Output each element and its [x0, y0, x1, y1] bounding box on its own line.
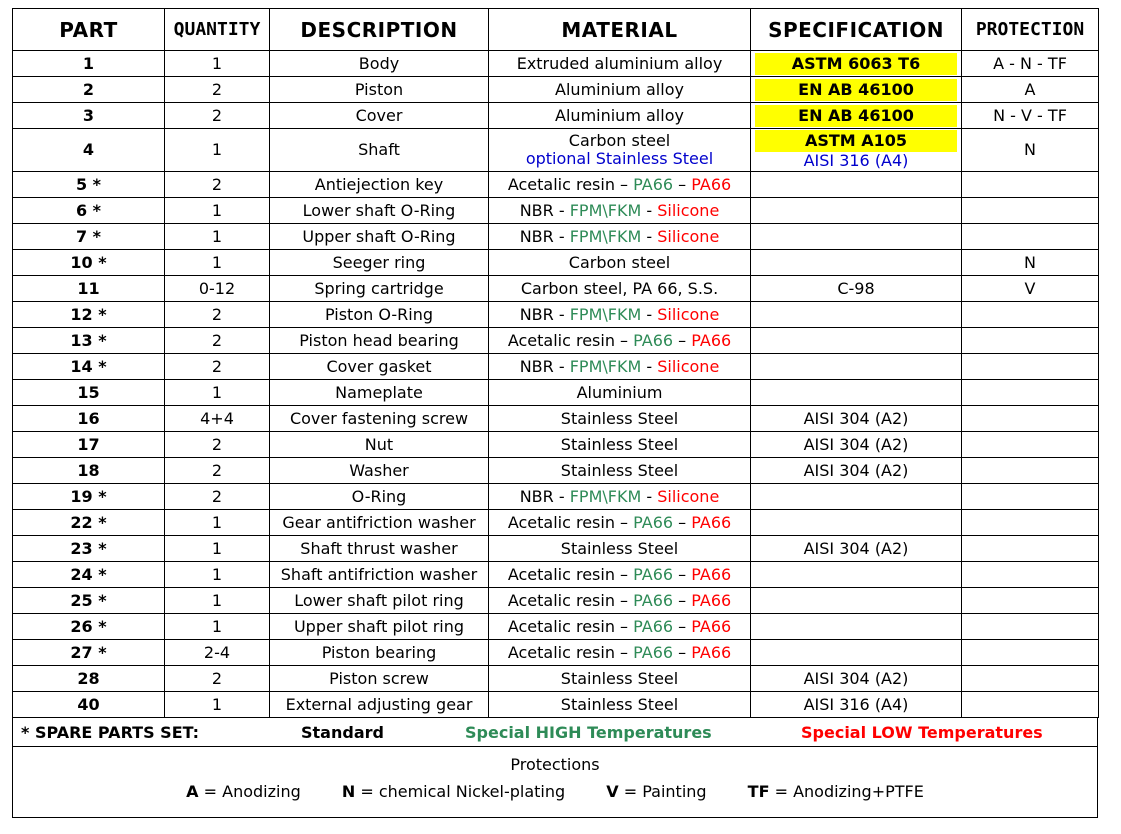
table-row — [13, 692, 1099, 718]
specification-cell — [751, 276, 962, 302]
material-segment: - — [641, 226, 658, 246]
material-cell — [489, 198, 751, 224]
description-cell: Piston bearing — [270, 640, 489, 666]
specification-cell — [751, 614, 962, 640]
protections-title: Protections — [510, 755, 600, 774]
description-cell: Cover — [270, 103, 489, 129]
material-segment: – — [673, 512, 692, 532]
material-segment: NBR - — [519, 226, 570, 246]
part-number: 7 * — [13, 224, 165, 250]
specification-cell — [751, 536, 962, 562]
specification-cell — [751, 692, 962, 718]
quantity-cell: 2 — [165, 172, 270, 198]
material-segment: – — [673, 616, 692, 636]
table-row — [13, 172, 1099, 198]
material-cell — [489, 250, 751, 276]
material-cell — [489, 666, 751, 692]
specification-cell — [751, 51, 962, 77]
specification-cell — [751, 458, 962, 484]
table-row — [13, 354, 1099, 380]
material-segment: Silicone — [657, 226, 720, 246]
material-segment: PA66 — [691, 642, 732, 662]
material-segment: Carbon steel — [568, 252, 671, 272]
table-row — [13, 536, 1099, 562]
quantity-cell: 1 — [165, 692, 270, 718]
material-segment: - — [641, 304, 658, 324]
material-segment: Acetalic resin – — [507, 174, 634, 194]
material-segment: NBR - — [519, 304, 570, 324]
specification-value: EN AB 46100 — [755, 105, 957, 127]
protection-cell — [962, 666, 1099, 692]
specification-cell — [751, 198, 962, 224]
table-row — [13, 614, 1099, 640]
specification-cell — [751, 510, 962, 536]
specification-cell — [751, 328, 962, 354]
specification-optional: AISI 316 (A4) — [803, 151, 909, 170]
material-segment: PA66 — [691, 330, 732, 350]
protections-codes — [13, 782, 1097, 801]
part-number: 26 * — [13, 614, 165, 640]
protection-cell — [962, 640, 1099, 666]
material-cell — [489, 406, 751, 432]
quantity-cell: 1 — [165, 380, 270, 406]
description-cell: Upper shaft O-Ring — [270, 224, 489, 250]
quantity-cell: 4+4 — [165, 406, 270, 432]
material-segment: Carbon steel — [568, 131, 671, 150]
material-segment: Stainless Steel — [560, 408, 679, 428]
table-row — [13, 77, 1099, 103]
protection-cell — [962, 484, 1099, 510]
table-row — [13, 51, 1099, 77]
description-cell: Spring cartridge — [270, 276, 489, 302]
protection-cell — [962, 458, 1099, 484]
description-cell: External adjusting gear — [270, 692, 489, 718]
material-segment: PA66 — [691, 174, 732, 194]
part-number: 12 * — [13, 302, 165, 328]
quantity-cell: 1 — [165, 250, 270, 276]
part-number: 11 — [13, 276, 165, 302]
quantity-cell: 1 — [165, 588, 270, 614]
description-cell: Shaft antifriction washer — [270, 562, 489, 588]
material-segment: PA66 — [633, 512, 674, 532]
description-cell: Upper shaft pilot ring — [270, 614, 489, 640]
material-segment: Stainless Steel — [560, 694, 679, 714]
material-segment: PA66 — [633, 174, 674, 194]
part-number: 40 — [13, 692, 165, 718]
protection-cell: N — [962, 129, 1099, 172]
protection-cell — [962, 614, 1099, 640]
protection-text: = Anodizing+PTFE — [769, 782, 924, 801]
protection-cell: A — [962, 77, 1099, 103]
specification-cell — [751, 77, 962, 103]
protection-text: = Anodizing — [198, 782, 301, 801]
protection-code: TF — [747, 782, 770, 801]
parts-list-sheet — [12, 8, 1098, 818]
material-cell — [489, 588, 751, 614]
description-cell: Piston — [270, 77, 489, 103]
spare-parts-label: * SPARE PARTS SET: — [21, 723, 200, 742]
specification-value: AISI 304 (A2) — [803, 538, 909, 558]
spare-high-temp: Special HIGH Temperatures — [465, 723, 712, 742]
header-material: MATERIAL — [489, 9, 751, 51]
specification-value: AISI 304 (A2) — [803, 408, 909, 428]
material-cell — [489, 224, 751, 250]
material-segment: Acetalic resin – — [507, 564, 634, 584]
specification-cell — [751, 224, 962, 250]
quantity-cell: 1 — [165, 614, 270, 640]
material-cell — [489, 640, 751, 666]
material-cell — [489, 51, 751, 77]
specification-cell — [751, 354, 962, 380]
material-segment: – — [673, 330, 692, 350]
material-segment: FPM\FKM — [569, 486, 642, 506]
material-segment: Acetalic resin – — [507, 330, 634, 350]
quantity-cell: 2 — [165, 354, 270, 380]
material-cell — [489, 614, 751, 640]
description-cell: Piston screw — [270, 666, 489, 692]
protection-cell — [962, 692, 1099, 718]
spare-standard: Standard — [301, 723, 384, 742]
table-row — [13, 484, 1099, 510]
material-segment: FPM\FKM — [569, 200, 642, 220]
material-segment: FPM\FKM — [569, 226, 642, 246]
header-quantity: QUANTITY — [165, 9, 270, 51]
material-segment: – — [673, 642, 692, 662]
part-number: 18 — [13, 458, 165, 484]
protection-cell: N — [962, 250, 1099, 276]
specification-value: AISI 316 (A4) — [803, 694, 909, 714]
description-cell: Piston O-Ring — [270, 302, 489, 328]
protection-cell — [962, 328, 1099, 354]
material-segment: PA66 — [691, 512, 732, 532]
quantity-cell: 2 — [165, 103, 270, 129]
table-row — [13, 129, 1099, 172]
description-cell: Seeger ring — [270, 250, 489, 276]
header-specification: SPECIFICATION — [751, 9, 962, 51]
table-row — [13, 224, 1099, 250]
header-protection: PROTECTION — [962, 9, 1099, 51]
material-segment: PA66 — [633, 330, 674, 350]
specification-cell — [751, 172, 962, 198]
quantity-cell: 1 — [165, 510, 270, 536]
part-number: 22 * — [13, 510, 165, 536]
table-row — [13, 380, 1099, 406]
description-cell: Gear antifriction washer — [270, 510, 489, 536]
material-segment: Stainless Steel — [560, 460, 679, 480]
material-cell — [489, 328, 751, 354]
description-cell: O-Ring — [270, 484, 489, 510]
protection-cell: A - N - TF — [962, 51, 1099, 77]
description-cell: Nut — [270, 432, 489, 458]
description-cell: Cover fastening screw — [270, 406, 489, 432]
material-cell — [489, 380, 751, 406]
part-number: 13 * — [13, 328, 165, 354]
table-row — [13, 250, 1099, 276]
table-row — [13, 302, 1099, 328]
material-segment: Carbon steel, PA 66, S.S. — [520, 278, 719, 298]
material-segment: NBR - — [519, 486, 570, 506]
quantity-cell: 1 — [165, 129, 270, 172]
part-number: 27 * — [13, 640, 165, 666]
table-row — [13, 276, 1099, 302]
table-row — [13, 562, 1099, 588]
table-row — [13, 666, 1099, 692]
material-segment: Stainless Steel — [560, 668, 679, 688]
description-cell: Body — [270, 51, 489, 77]
description-cell: Antiejection key — [270, 172, 489, 198]
protection-cell — [962, 354, 1099, 380]
material-cell — [489, 103, 751, 129]
specification-value: AISI 304 (A2) — [803, 668, 909, 688]
table-row — [13, 432, 1099, 458]
material-cell — [489, 129, 751, 172]
table-row — [13, 588, 1099, 614]
specification-value: EN AB 46100 — [755, 79, 957, 101]
material-segment: FPM\FKM — [569, 356, 642, 376]
specification-value: AISI 304 (A2) — [803, 460, 909, 480]
description-cell: Piston head bearing — [270, 328, 489, 354]
table-row — [13, 510, 1099, 536]
material-segment: - — [641, 356, 658, 376]
specification-cell — [751, 250, 962, 276]
quantity-cell: 0-12 — [165, 276, 270, 302]
specification-cell — [751, 380, 962, 406]
protection-code: N — [341, 782, 356, 801]
material-segment: Stainless Steel — [560, 434, 679, 454]
part-number: 2 — [13, 77, 165, 103]
protection-cell: N - V - TF — [962, 103, 1099, 129]
material-optional: optional Stainless Steel — [525, 149, 714, 168]
protection-item-tf — [748, 782, 924, 801]
part-number: 4 — [13, 129, 165, 172]
protection-item-v — [606, 782, 706, 801]
material-cell — [489, 172, 751, 198]
protection-cell — [962, 588, 1099, 614]
spare-parts-legend — [12, 718, 1098, 747]
part-number: 10 * — [13, 250, 165, 276]
specification-cell — [751, 103, 962, 129]
specification-cell — [751, 302, 962, 328]
specification-cell — [751, 640, 962, 666]
material-segment: - — [641, 200, 658, 220]
part-number: 25 * — [13, 588, 165, 614]
material-segment: PA66 — [691, 564, 732, 584]
description-cell: Lower shaft O-Ring — [270, 198, 489, 224]
part-number: 24 * — [13, 562, 165, 588]
material-segment: Stainless Steel — [560, 538, 679, 558]
protections-legend — [12, 747, 1098, 818]
material-segment: Silicone — [657, 356, 720, 376]
protection-cell — [962, 302, 1099, 328]
material-cell — [489, 354, 751, 380]
table-row — [13, 640, 1099, 666]
table-header-row — [13, 9, 1099, 51]
quantity-cell: 2 — [165, 302, 270, 328]
specification-cell — [751, 484, 962, 510]
material-cell — [489, 562, 751, 588]
table-row — [13, 328, 1099, 354]
quantity-cell: 1 — [165, 536, 270, 562]
specification-cell — [751, 406, 962, 432]
material-segment: FPM\FKM — [569, 304, 642, 324]
specification-value: AISI 304 (A2) — [803, 434, 909, 454]
parts-table — [12, 8, 1099, 718]
material-cell — [489, 484, 751, 510]
protection-cell — [962, 432, 1099, 458]
protection-item-n — [342, 782, 565, 801]
material-segment: Acetalic resin – — [507, 512, 634, 532]
part-number: 23 * — [13, 536, 165, 562]
part-number: 3 — [13, 103, 165, 129]
description-cell: Lower shaft pilot ring — [270, 588, 489, 614]
specification-cell — [751, 666, 962, 692]
material-segment: - — [641, 486, 658, 506]
material-segment: NBR - — [519, 356, 570, 376]
protection-cell — [962, 380, 1099, 406]
specification-cell — [751, 129, 962, 172]
description-cell: Washer — [270, 458, 489, 484]
material-segment: – — [673, 590, 692, 610]
material-segment: PA66 — [633, 564, 674, 584]
table-row — [13, 406, 1099, 432]
quantity-cell: 2 — [165, 484, 270, 510]
part-number: 14 * — [13, 354, 165, 380]
spare-low-temp: Special LOW Temperatures — [801, 723, 1043, 742]
part-number: 5 * — [13, 172, 165, 198]
material-segment: Acetalic resin – — [507, 590, 634, 610]
protection-cell — [962, 562, 1099, 588]
protection-text: = Painting — [618, 782, 707, 801]
quantity-cell: 1 — [165, 562, 270, 588]
protection-cell: V — [962, 276, 1099, 302]
material-segment: Acetalic resin – — [507, 642, 634, 662]
material-segment: PA66 — [633, 590, 674, 610]
material-cell — [489, 302, 751, 328]
quantity-cell: 2 — [165, 77, 270, 103]
protection-cell — [962, 406, 1099, 432]
material-segment: PA66 — [633, 616, 674, 636]
part-number: 16 — [13, 406, 165, 432]
material-cell — [489, 276, 751, 302]
table-body — [13, 51, 1099, 718]
part-number: 19 * — [13, 484, 165, 510]
material-segment: – — [673, 174, 692, 194]
material-segment: NBR - — [519, 200, 570, 220]
material-cell — [489, 77, 751, 103]
quantity-cell: 1 — [165, 198, 270, 224]
protection-code: V — [606, 782, 619, 801]
material-segment: – — [673, 564, 692, 584]
part-number: 6 * — [13, 198, 165, 224]
description-cell: Nameplate — [270, 380, 489, 406]
material-segment: PA66 — [691, 590, 732, 610]
part-number: 15 — [13, 380, 165, 406]
material-segment: Aluminium — [576, 382, 663, 402]
protection-code: A — [186, 782, 199, 801]
protection-item-a — [186, 782, 301, 801]
material-segment: Extruded aluminium alloy — [516, 53, 723, 73]
specification-value: ASTM A105 — [755, 130, 957, 152]
quantity-cell: 1 — [165, 224, 270, 250]
material-cell — [489, 536, 751, 562]
protection-cell — [962, 198, 1099, 224]
part-number: 17 — [13, 432, 165, 458]
material-segment: Acetalic resin – — [507, 616, 634, 636]
material-segment: PA66 — [691, 616, 732, 636]
description-cell: Cover gasket — [270, 354, 489, 380]
table-row — [13, 103, 1099, 129]
part-number: 1 — [13, 51, 165, 77]
material-segment: Aluminium alloy — [555, 105, 684, 125]
quantity-cell: 2 — [165, 666, 270, 692]
material-segment: Silicone — [657, 304, 720, 324]
protection-cell — [962, 172, 1099, 198]
quantity-cell: 1 — [165, 51, 270, 77]
specification-cell — [751, 562, 962, 588]
table-row — [13, 458, 1099, 484]
table-row — [13, 198, 1099, 224]
material-segment: Silicone — [657, 200, 720, 220]
material-segment: Silicone — [657, 486, 720, 506]
header-part: PART — [13, 9, 165, 51]
material-segment: PA66 — [633, 642, 674, 662]
protection-cell — [962, 510, 1099, 536]
material-cell — [489, 692, 751, 718]
protection-cell — [962, 536, 1099, 562]
protection-cell — [962, 224, 1099, 250]
quantity-cell: 2-4 — [165, 640, 270, 666]
material-cell — [489, 510, 751, 536]
description-cell: Shaft — [270, 129, 489, 172]
material-segment: Aluminium alloy — [555, 79, 684, 99]
specification-value: ASTM 6063 T6 — [755, 53, 957, 75]
part-number: 28 — [13, 666, 165, 692]
quantity-cell: 2 — [165, 458, 270, 484]
header-description: DESCRIPTION — [270, 9, 489, 51]
protection-text: = chemical Nickel-plating — [355, 782, 566, 801]
description-cell: Shaft thrust washer — [270, 536, 489, 562]
quantity-cell: 2 — [165, 432, 270, 458]
material-cell — [489, 458, 751, 484]
material-cell — [489, 432, 751, 458]
specification-value: C-98 — [837, 278, 875, 298]
specification-cell — [751, 432, 962, 458]
quantity-cell: 2 — [165, 328, 270, 354]
specification-cell — [751, 588, 962, 614]
